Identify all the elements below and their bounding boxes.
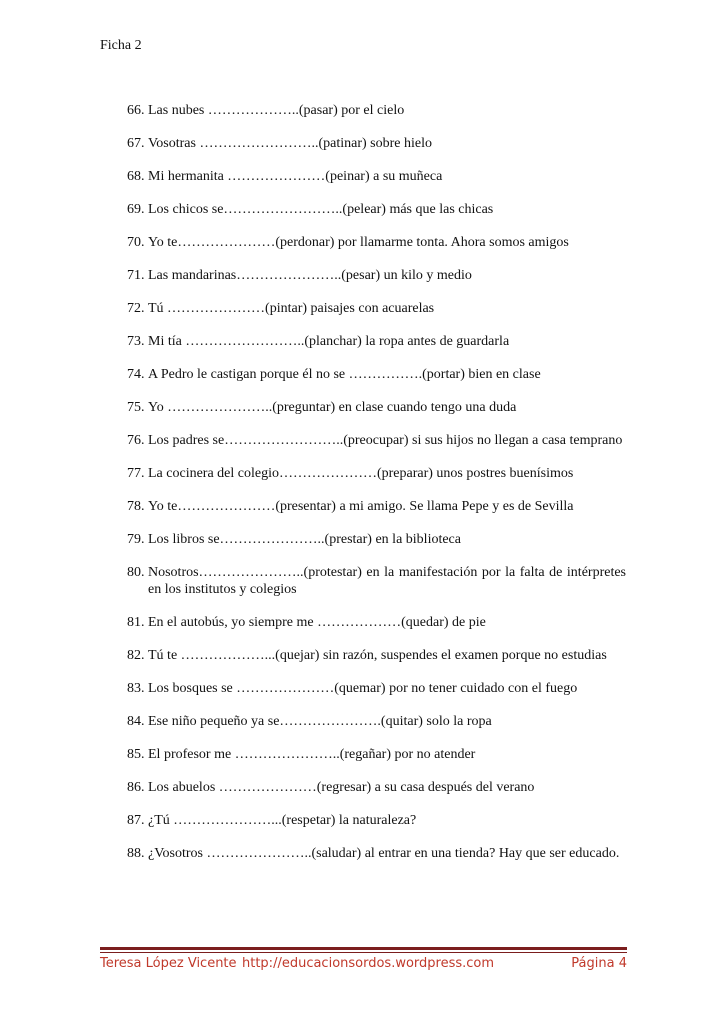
exercise-number: 75. — [127, 400, 145, 415]
exercise-item — [127, 713, 626, 730]
footer-divider-thick — [100, 947, 627, 950]
exercise-item — [127, 564, 626, 598]
exercise-item — [127, 300, 626, 317]
exercise-item — [127, 746, 626, 763]
exercise-text: Las nubes ………………..(pasar) por el cielo — [148, 103, 405, 118]
exercise-number: 84. — [127, 714, 145, 729]
exercise-item — [127, 498, 626, 515]
exercise-text: A Pedro le castigan porque él no se …………….(portar) bien en clase — [148, 367, 541, 382]
page-header-title: Ficha 2 — [100, 38, 142, 53]
exercise-number: 78. — [127, 499, 145, 514]
exercise-number: 85. — [127, 747, 145, 762]
exercise-number: 74. — [127, 367, 145, 382]
exercise-number: 73. — [127, 334, 145, 349]
exercise-text: Los chicos se……………………..(pelear) más que las chicas — [148, 202, 494, 217]
exercise-number: 72. — [127, 301, 145, 316]
exercise-text: El profesor me …………………..(regañar) por no atender — [148, 747, 476, 762]
exercise-text: Los padres se……………………..(preocupar) si sus hijos no llegan a casa temprano — [148, 433, 623, 448]
exercise-text: Yo …………………..(preguntar) en clase cuando tengo una duda — [148, 400, 517, 415]
exercise-text: Mi hermanita …………………(peinar) a su muñeca — [148, 169, 443, 184]
exercise-text: En el autobús, yo siempre me ………………(quedar) de pie — [148, 615, 486, 630]
exercise-item — [127, 680, 626, 697]
exercise-number: 66. — [127, 103, 145, 118]
exercise-text: Nosotros…………………..(protestar) en la manifestación por la falta de intérpretes en los institutos y colegios — [148, 565, 626, 597]
exercise-text: Las mandarinas…………………..(pesar) un kilo y medio — [148, 268, 472, 283]
footer-url-link[interactable]: http://educacionsordos.wordpress.com — [242, 956, 495, 971]
exercise-item — [127, 845, 626, 862]
exercise-text: ¿Tú …………………...(respetar) la naturaleza? — [148, 813, 417, 828]
exercise-text: Mi tía ……………………..(planchar) la ropa antes de guardarla — [148, 334, 510, 349]
exercise-text: Los bosques se …………………(quemar) por no tener cuidado con el fuego — [148, 681, 578, 696]
exercise-number: 87. — [127, 813, 145, 828]
exercise-text: La cocinera del colegio…………………(preparar) unos postres buenísimos — [148, 466, 574, 481]
exercise-text: Yo te…………………(perdonar) por llamarme tonta. Ahora somos amigos — [148, 235, 569, 250]
exercise-number: 69. — [127, 202, 145, 217]
footer-author: Teresa López Vicente — [100, 956, 237, 971]
exercise-number: 80. — [127, 565, 145, 580]
footer-divider-thin — [100, 952, 627, 953]
exercise-item — [127, 812, 626, 829]
exercise-text: Ese niño pequeño ya se………………….(quitar) solo la ropa — [148, 714, 492, 729]
exercise-item — [127, 531, 626, 548]
exercise-number: 71. — [127, 268, 145, 283]
exercise-item — [127, 647, 626, 664]
exercise-text: Los abuelos …………………(regresar) a su casa después del verano — [148, 780, 535, 795]
exercise-text: ¿Vosotros …………………..(saludar) al entrar en una tienda? Hay que ser educado. — [148, 846, 620, 861]
exercise-item — [127, 366, 626, 383]
exercise-list — [127, 102, 626, 878]
exercise-item — [127, 614, 626, 631]
exercise-item — [127, 168, 626, 185]
exercise-number: 70. — [127, 235, 145, 250]
exercise-number: 82. — [127, 648, 145, 663]
exercise-number: 79. — [127, 532, 145, 547]
exercise-number: 83. — [127, 681, 145, 696]
exercise-item — [127, 779, 626, 796]
exercise-number: 86. — [127, 780, 145, 795]
exercise-item — [127, 102, 626, 119]
exercise-item — [127, 135, 626, 152]
exercise-text: Vosotras ……………………..(patinar) sobre hielo — [148, 136, 432, 151]
exercise-text: Los libros se…………………..(prestar) en la biblioteca — [148, 532, 461, 547]
exercise-item — [127, 333, 626, 350]
footer-page-number: Página 4 — [571, 956, 627, 971]
exercise-number: 88. — [127, 846, 145, 861]
exercise-item — [127, 399, 626, 416]
exercise-text: Yo te…………………(presentar) a mi amigo. Se llama Pepe y es de Sevilla — [148, 499, 574, 514]
exercise-item — [127, 234, 626, 251]
exercise-text: Tú te ………………...(quejar) sin razón, suspendes el examen porque no estudias — [148, 648, 607, 663]
exercise-item — [127, 201, 626, 218]
exercise-item — [127, 267, 626, 284]
exercise-number: 67. — [127, 136, 145, 151]
exercise-number: 76. — [127, 433, 145, 448]
exercise-item — [127, 432, 626, 449]
exercise-text: Tú …………………(pintar) paisajes con acuarelas — [148, 301, 435, 316]
exercise-item — [127, 465, 626, 482]
exercise-number: 68. — [127, 169, 145, 184]
exercise-number: 81. — [127, 615, 145, 630]
exercise-number: 77. — [127, 466, 145, 481]
